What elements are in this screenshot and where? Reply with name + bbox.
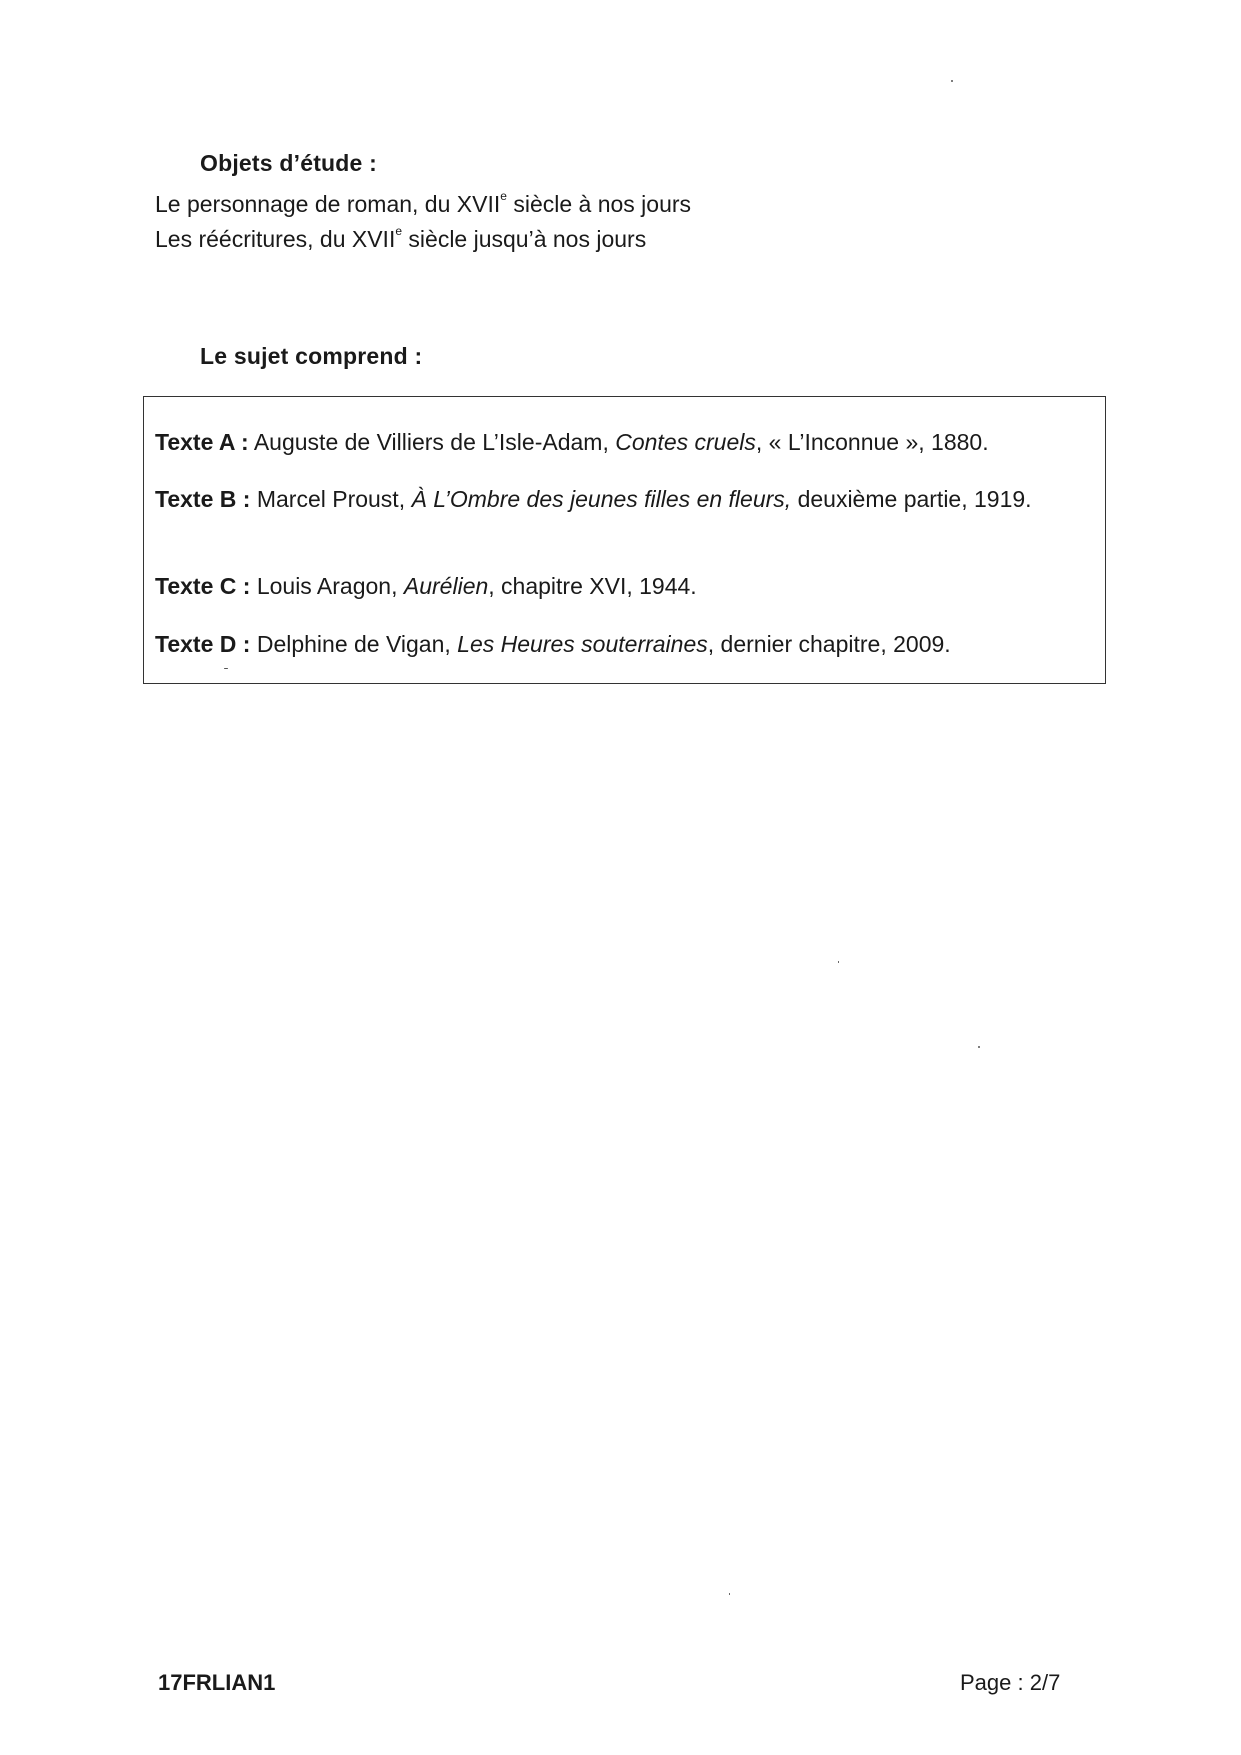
texte-rest: , « L’Inconnue », 1880. xyxy=(755,429,989,455)
objet-line xyxy=(155,226,646,253)
texte-work: À L’Ombre des jeunes filles en fleurs, xyxy=(411,486,792,512)
document-code: 17FRLIAN1 xyxy=(158,1670,276,1695)
page-number: Page : 2/7 xyxy=(960,1670,1061,1695)
objets-heading: Objets d’étude : xyxy=(200,150,377,176)
texte-work: Contes cruels xyxy=(615,429,756,455)
scan-speck xyxy=(978,1046,980,1048)
texte-author: Marcel Proust, xyxy=(250,486,412,512)
texte-entry xyxy=(155,427,1093,457)
scan-speck xyxy=(951,80,953,82)
sujet-heading: Le sujet comprend : xyxy=(200,343,423,369)
texte-rest: deuxième partie, 1919. xyxy=(791,486,1032,512)
objet-line xyxy=(155,191,691,218)
texte-work: Les Heures souterraines xyxy=(457,631,708,657)
scan-speck xyxy=(729,1593,730,1595)
scan-speck xyxy=(838,961,839,963)
texte-label: Texte B : xyxy=(155,486,251,512)
objet-text: siècle jusqu’à nos jours xyxy=(402,226,647,252)
texte-entry xyxy=(155,484,1093,514)
scan-speck xyxy=(224,668,228,669)
objet-text: Les réécritures, du XVII xyxy=(155,226,396,252)
texte-work: Aurélien xyxy=(403,573,489,599)
superscript: e xyxy=(500,189,507,203)
texte-label: Texte A : xyxy=(155,429,249,455)
texte-label: Texte C : xyxy=(155,573,251,599)
texte-label: Texte D : xyxy=(155,631,251,657)
objet-text: Le personnage de roman, du XVII xyxy=(155,191,501,217)
texte-author: Auguste de Villiers de L’Isle-Adam, xyxy=(248,429,616,455)
texte-entry xyxy=(155,629,1093,659)
texte-entry xyxy=(155,571,1093,601)
texte-rest: , dernier chapitre, 2009. xyxy=(707,631,951,657)
texte-author: Louis Aragon, xyxy=(250,573,404,599)
texte-author: Delphine de Vigan, xyxy=(250,631,458,657)
objet-text: siècle à nos jours xyxy=(506,191,692,217)
texte-rest: , chapitre XVI, 1944. xyxy=(488,573,697,599)
superscript: e xyxy=(395,224,403,238)
